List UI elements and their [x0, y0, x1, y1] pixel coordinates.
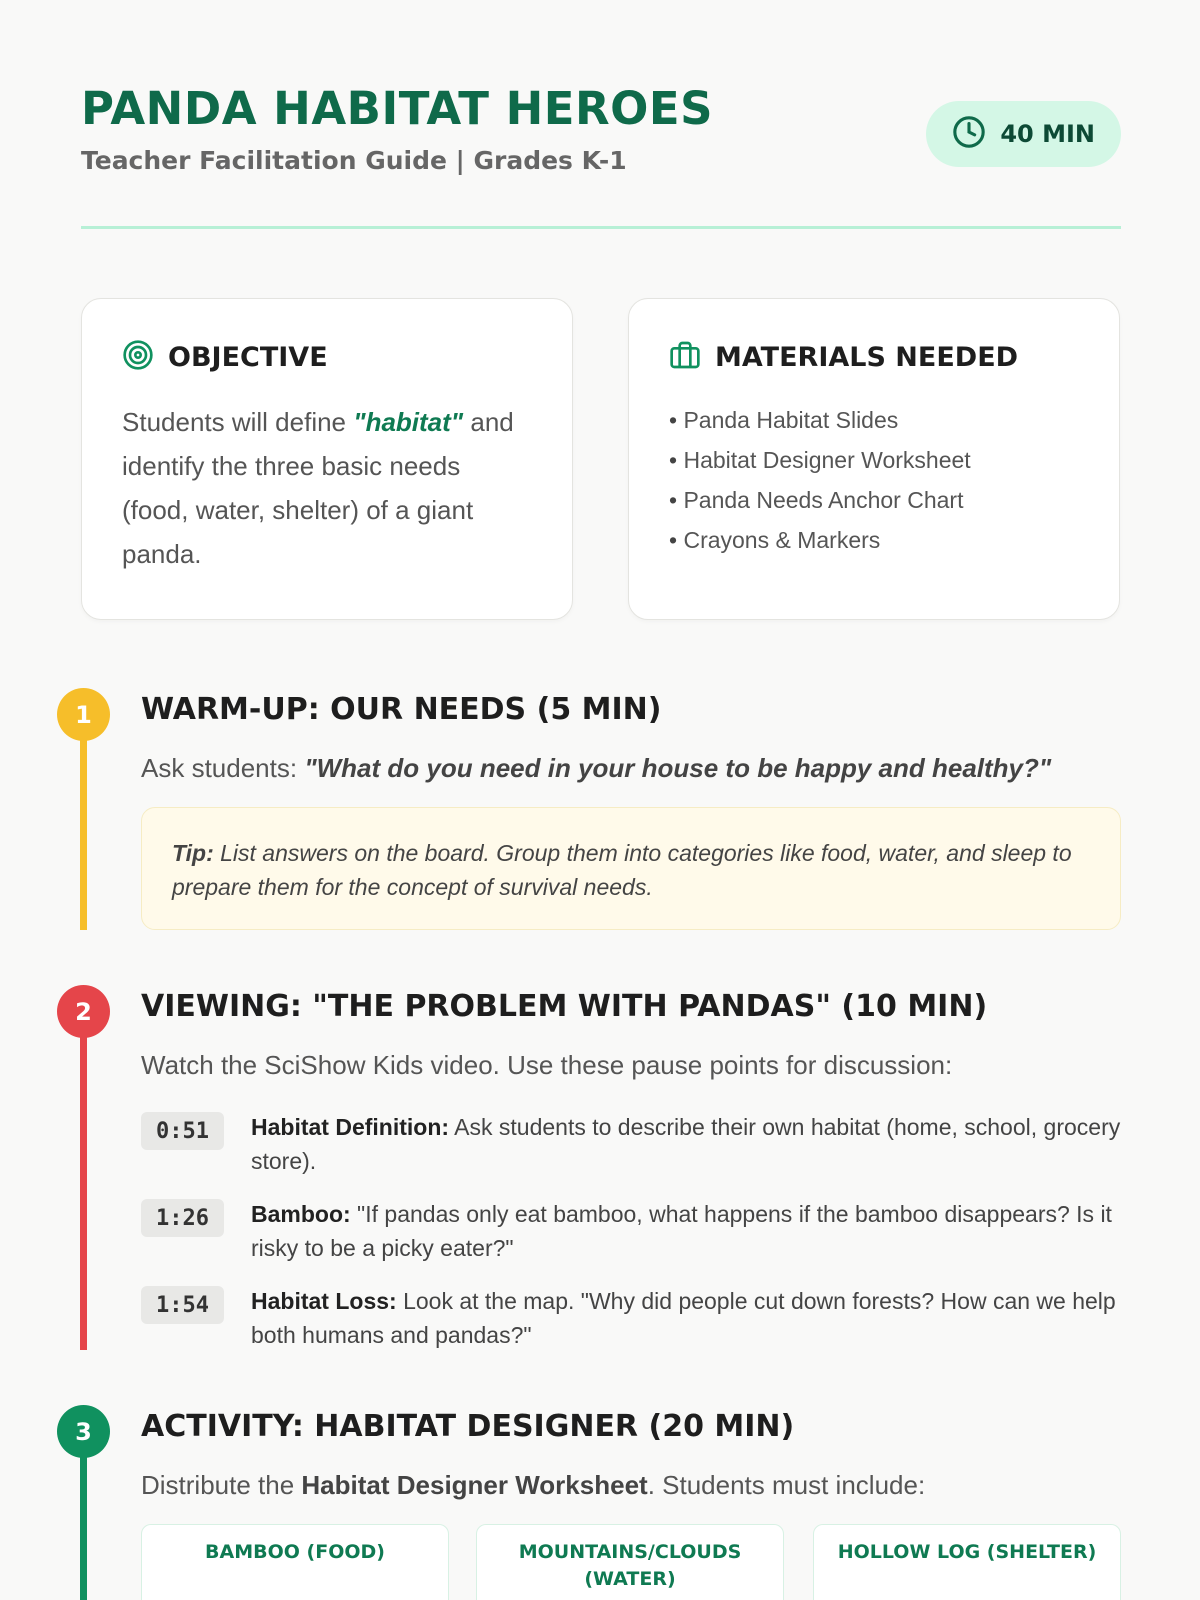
list-item: • Panda Habitat Slides: [669, 400, 1079, 440]
page-subtitle: Teacher Facilitation Guide | Grades K-1: [81, 146, 627, 175]
timecode-badge: 1:54: [141, 1286, 224, 1324]
page-title: PANDA HABITAT HEROES: [81, 82, 714, 135]
need-card-shelter: [813, 1524, 1121, 1600]
materials-list: [669, 400, 1079, 560]
target-icon: [122, 339, 154, 376]
habitat-term: "habitat": [353, 407, 464, 437]
pause-label: Habitat Loss:: [251, 1288, 397, 1314]
step-2-intro: Watch the SciShow Kids video. Use these pause points for discussion:: [141, 1050, 953, 1080]
pause-label: Bamboo:: [251, 1201, 351, 1227]
need-card-water: [476, 1524, 784, 1600]
objective-card: [81, 298, 573, 620]
pause-description: "If pandas only eat bamboo, what happens if the bamboo disappears? Is it risky to be a picky eater?": [251, 1201, 1112, 1261]
pause-description: Ask students to describe their own habitat (home, school, grocery store).: [251, 1114, 1121, 1174]
tip-label: Tip:: [172, 840, 214, 866]
step-2-marker: 2: [57, 985, 110, 1038]
materials-card: [628, 298, 1120, 620]
need-label: MOUNTAINS/CLOUDS (WATER): [518, 1541, 742, 1590]
step-1-marker: 1: [57, 688, 110, 741]
step-3-title: ACTIVITY: HABITAT DESIGNER (20 MIN): [141, 1409, 795, 1444]
objective-title: OBJECTIVE: [168, 342, 328, 373]
header-divider: [81, 226, 1121, 229]
materials-title: MATERIALS NEEDED: [715, 342, 1019, 373]
need-label: HOLLOW LOG (SHELTER): [837, 1541, 1097, 1563]
worksheet-name: Habitat Designer Worksheet: [301, 1470, 648, 1500]
step-2-line: [80, 1019, 87, 1350]
pause-point: [141, 1284, 1121, 1352]
list-item: • Habitat Designer Worksheet: [669, 440, 1079, 480]
step-3-intro: Distribute the Habitat Designer Worksheet. Students must include:: [141, 1470, 926, 1500]
tip-box: [141, 807, 1121, 930]
timecode-badge: 0:51: [141, 1112, 224, 1150]
objective-text: Students will define "habitat" and identify the three basic needs (food, water, shelter) of a giant panda.: [122, 407, 514, 569]
step-3-line: [80, 1440, 87, 1600]
need-label: BAMBOO (FOOD): [205, 1541, 385, 1563]
tip-text: List answers on the board. Group them into categories like food, water, and sleep to prepare them for the concept of survival needs.: [172, 840, 1072, 900]
need-card-food: [141, 1524, 449, 1600]
briefcase-icon: [669, 339, 701, 376]
pause-label: Habitat Definition:: [251, 1114, 450, 1140]
step-1-line: [80, 722, 87, 930]
list-item: • Panda Needs Anchor Chart: [669, 480, 1079, 520]
pause-description: Look at the map. "Why did people cut down forests? How can we help both humans and pandas?": [251, 1288, 1116, 1348]
list-item: • Crayons & Markers: [669, 520, 1079, 560]
clock-icon: [952, 115, 986, 154]
duration-badge: [926, 101, 1121, 167]
duration-label: 40 MIN: [1000, 120, 1095, 148]
page-header: [81, 80, 1121, 178]
timecode-badge: 1:26: [141, 1199, 224, 1237]
step-3-marker: 3: [57, 1405, 110, 1458]
step-1-intro: Ask students: "What do you need in your house to be happy and healthy?": [141, 753, 1052, 783]
pause-point: [141, 1110, 1121, 1178]
warmup-question: "What do you need in your house to be happy and healthy?": [304, 753, 1052, 783]
step-2-title: VIEWING: "THE PROBLEM WITH PANDAS" (10 MIN): [141, 989, 988, 1024]
step-1-title: WARM-UP: OUR NEEDS (5 MIN): [141, 692, 662, 727]
pause-point: [141, 1197, 1121, 1265]
